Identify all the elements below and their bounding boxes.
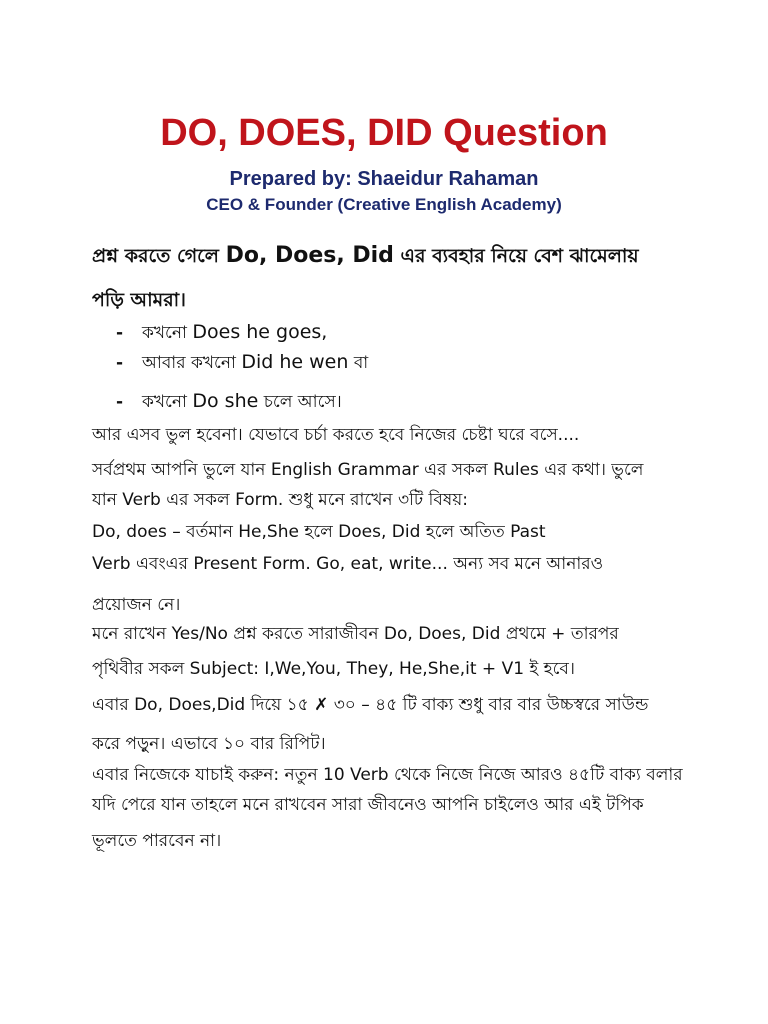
intro-text: প্রশ্ন করতে গেলে xyxy=(92,245,226,267)
body-line: যান Verb এর সকল Form. শুধু মনে রাখেন ৩টি বিষয়: xyxy=(92,490,468,510)
bullet-dash xyxy=(116,323,142,343)
bullet-en: Does he goes, xyxy=(192,321,328,343)
body-line: ভূলতে পারবেন না। xyxy=(92,831,222,851)
bullet-item xyxy=(116,350,368,378)
bullet-dash xyxy=(116,392,142,412)
bullet-en: Do she xyxy=(192,390,259,412)
bullet-bn: কখনো xyxy=(142,323,193,343)
body-line: Do, does – বর্তমান He,She হলে Does, Did হলে অতিত Past xyxy=(92,522,546,542)
bullet-en: Did he wen xyxy=(241,351,349,373)
bullet-item xyxy=(116,320,327,348)
bullet-bn: চলে আসে। xyxy=(258,392,342,412)
document-title: DO, DOES, DID Question xyxy=(160,112,608,154)
body-line: প্রয়োজন নে। xyxy=(92,595,181,615)
body-line: Verb এবংএর Present Form. Go, eat, write... অন্য সব মনে আনারও xyxy=(92,554,604,574)
prepared-by: Prepared by: Shaeidur Rahaman xyxy=(229,168,539,190)
body-line: আর এসব ভুল হবেনা। যেভাবে চর্চা করতে হবে নিজের চেষ্টা ঘরে বসে.... xyxy=(92,425,580,445)
body-line: যদি পেরে যান তাহলে মনে রাখবেন সারা জীবনেও আপনি চাইলেও আর এই টপিক xyxy=(92,795,644,815)
author-role: CEO & Founder (Creative English Academy) xyxy=(206,195,562,214)
body-line: পৃথিবীর সকল Subject: I,We,You, They, He,She,it + V1 ই হবে। xyxy=(92,659,575,679)
body-line: করে পড়ুন। এভাবে ১০ বার রিপিট। xyxy=(92,734,326,754)
body-line: মনে রাখেন Yes/No প্রশ্ন করতে সারাজীবন Do, Does, Did প্রথমে + তারপর xyxy=(92,624,619,644)
bullet-bn: বা xyxy=(348,353,369,373)
bullet-bn: আবার কখনো xyxy=(142,353,242,373)
bullet-dash xyxy=(116,353,142,373)
intro-text: এর ব্যবহার নিয়ে বেশ ঝামেলায় xyxy=(393,245,639,267)
intro-line-2: পড়ি আমরা। xyxy=(92,289,186,311)
bullet-item xyxy=(116,389,342,417)
body-line: এবার নিজেকে যাচাই করুন: নতুন 10 Verb থেকে নিজে নিজে আরও ৪৫টি বাক্য বলার xyxy=(92,765,683,785)
body-line: এবার Do, Does,Did দিয়ে ১৫ ✗ ৩০ – ৪৫ টি বাক্য শুধু বার বার উচ্চস্বরে সাউন্ড xyxy=(92,695,649,715)
intro-keywords: Do, Does, Did xyxy=(225,243,394,268)
intro-line-1 xyxy=(92,242,639,274)
body-line: সর্বপ্রথম আপনি ভুলে যান English Grammar এর সকল Rules এর কথা। ভুলে xyxy=(92,460,644,480)
bullet-bn: কখনো xyxy=(142,392,193,412)
